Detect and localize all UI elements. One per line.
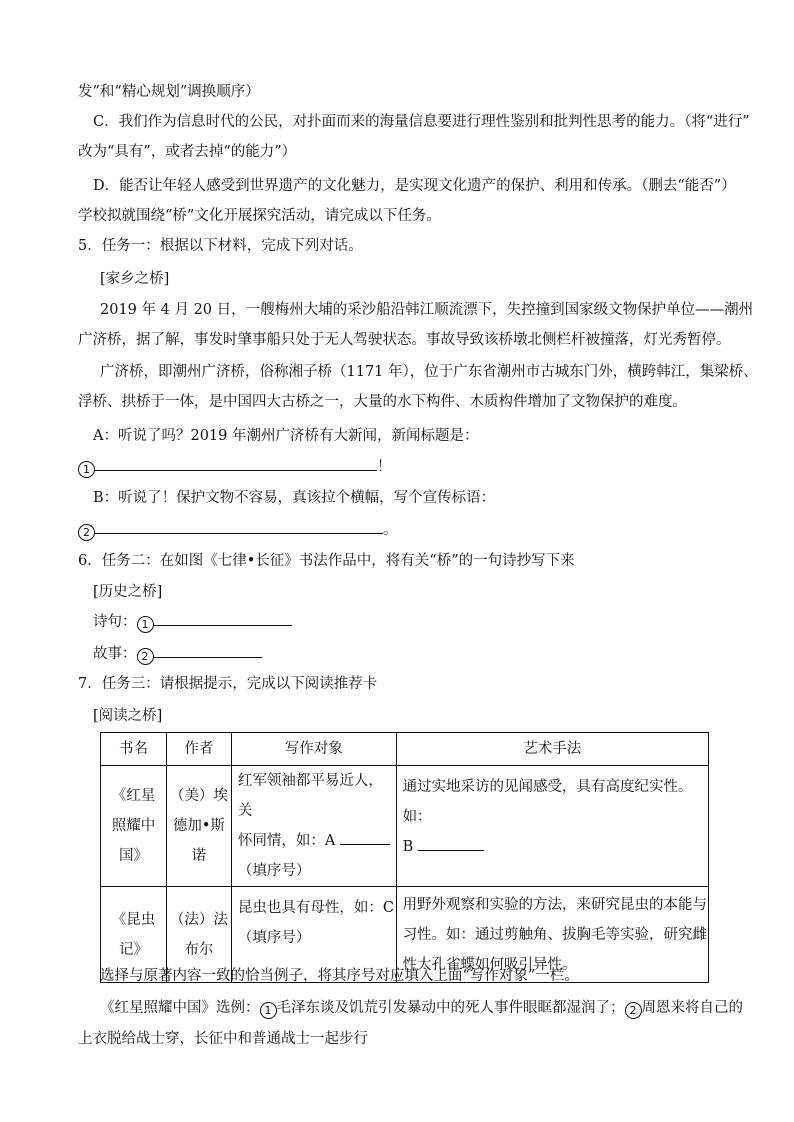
question-5-title: 5．任务一：根据以下材料，完成下列对话。 [78, 238, 363, 254]
book-title-cell: 《红星 照耀中 国》 [101, 766, 167, 887]
circled-number: 2 [137, 648, 154, 665]
art-technique-cell: 用野外观察和实验的方法，来研究昆虫的本能与 习性。如：通过剪触角、拔胸毛等实验，研究雌 性大孔雀蝶如何吸引异性。 [396, 887, 708, 983]
column-header: 作者 [166, 733, 231, 766]
fill-in-blank[interactable] [95, 456, 377, 471]
field-label: 故事： [93, 646, 137, 662]
field-label: 诗句： [93, 614, 137, 630]
option-d-line: D．能否让年轻人感受到世界遗产的文化魅力，是实现文化遗产的保护、利用和传承。（删去“能否”） [93, 178, 736, 194]
circled-number: 1 [260, 1002, 277, 1019]
dialogue-b: B：听说了！保护文物不容易，真该拉个横幅，写个宣传标语： [93, 490, 496, 506]
answer-line-2 [78, 519, 398, 541]
column-header: 写作对象 [231, 733, 396, 766]
reading-recommendation-table [100, 732, 709, 983]
paragraph-line: 浮桥、拱桥于一体，是中国四大古桥之一，大量的水下构件、木质构件增加了文物保护的难度。 [78, 394, 687, 410]
punctuation: ！ [377, 459, 392, 475]
section-label: [历史之桥] [93, 584, 163, 600]
question-6-title: 6．任务二：在如图《七律•长征》书法作品中，将有关“桥”的一句诗抄写下来 [78, 553, 575, 569]
circled-number: 2 [78, 524, 95, 541]
column-header: 书名 [101, 733, 167, 766]
author-cell: （美）埃 德加•斯 诺 [166, 766, 231, 887]
circled-number: 1 [78, 461, 95, 478]
fill-in-blank[interactable] [154, 643, 262, 658]
answer-line-1 [78, 456, 392, 478]
question-7-title: 7．任务三：请根据提示，完成以下阅读推荐卡 [78, 676, 378, 692]
paragraph-line: 发”和“精心规划”调换顺序） [78, 84, 260, 100]
fill-in-blank-b[interactable] [418, 836, 484, 851]
punctuation: 。 [383, 522, 398, 538]
instruction-line: 选择与原著内容一致的恰当例子，将其序号对应填入上面“写作对象”一栏。 [100, 968, 579, 984]
book-title-cell: 《昆虫 记》 [101, 887, 167, 983]
poem-answer-line [93, 611, 292, 633]
fill-in-blank[interactable] [154, 611, 292, 626]
dialogue-a: A：听说了吗？2019 年潮州广济桥有大新闻，新闻标题是： [93, 428, 479, 444]
section-label: [阅读之桥] [93, 708, 163, 724]
column-header: 艺术手法 [396, 733, 708, 766]
fill-in-blank[interactable] [95, 519, 383, 534]
section-label: [家乡之桥] [100, 271, 170, 287]
story-answer-line [93, 643, 262, 665]
paragraph-line: 广济桥，据了解，事发时肇事船只处于无人驾驶状态。事故导致该桥墩北侧栏杆被撞落，灯光秀暂停。 [78, 332, 731, 348]
circled-number: 1 [137, 616, 154, 633]
paragraph-line: 2019 年 4 月 20 日，一艘梅州大埔的采沙船沿韩江顺流漂下，失控撞到国家级文物保护单位——潮州 [100, 302, 754, 318]
paragraph-line: 学校拟就围绕“桥”文化开展探究活动，请完成以下任务。 [78, 208, 441, 224]
example-line: 上衣脱给战士穿，长征中和普通战士一起步行 [78, 1031, 368, 1047]
circled-number: 2 [625, 1002, 642, 1019]
table-row [101, 766, 709, 887]
paragraph-line: 广济桥，即潮州广济桥，俗称湘子桥（1171 年），位于广东省潮州市古城东门外，横跨韩江，集梁桥、 [100, 364, 758, 380]
writing-object-cell: 昆虫也具有母性，如：C （填序号） [231, 887, 396, 983]
option-c-line: C．我们作为信息时代的公民，对扑面而来的海量信息要进行理性鉴别和批判性思考的能力。（将“进行” [93, 114, 750, 130]
writing-object-cell: 红军领袖都平易近人，关 怀同情，如：A （填序号） [231, 766, 396, 887]
author-cell: （法）法 布尔 [166, 887, 231, 983]
art-technique-cell: 通过实地采访的见闻感受，具有高度纪实性。如： B [396, 766, 708, 887]
table-header-row [101, 733, 709, 766]
paragraph-line: 改为“具有”，或者去掉“的能力”） [78, 144, 297, 160]
example-line: 《红星照耀中国》选例： 1 毛泽东谈及饥荒引发暴动中的死人事件眼眶都湿润了； 2 周恩来将自己的 [100, 1000, 743, 1017]
fill-in-blank-a[interactable] [340, 830, 390, 845]
